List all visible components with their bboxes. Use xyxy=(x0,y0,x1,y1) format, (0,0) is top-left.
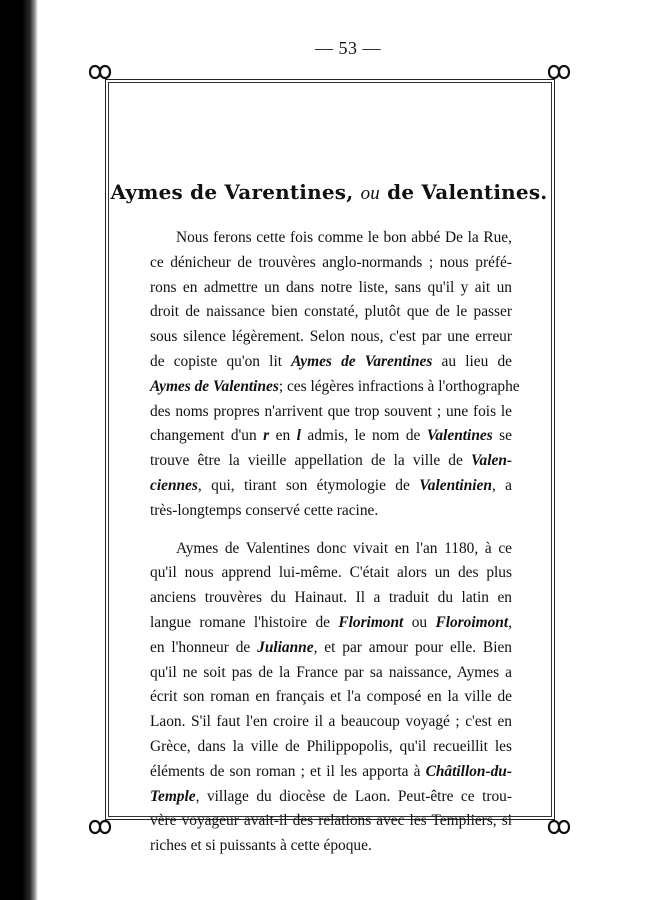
text-run: vère voyageur avait-il des relations avec les Templiers, si xyxy=(150,812,512,830)
title-part-2: de Valentines. xyxy=(387,180,548,204)
text-line xyxy=(150,834,512,859)
text-line xyxy=(150,424,512,449)
text-run: , village du diocèse de Laon. Peut-être ce trou- xyxy=(195,787,512,805)
text-run: admis, le nom de xyxy=(300,427,427,445)
italic-name: Valentinien xyxy=(419,476,492,494)
text-run: riches et si puissants à cette époque. xyxy=(150,837,372,855)
text-run: Nous ferons cette fois comme le bon abbé De la Rue, xyxy=(176,229,512,246)
text-run: , qui, tirant son étymologie de xyxy=(197,476,420,494)
text-run: des noms propres n'arrivent que trop souvent ; une fois le xyxy=(150,402,512,420)
text-run: sous silence légèrement. Selon nous, c'est par une erreur xyxy=(150,328,512,346)
text-run: au lieu de xyxy=(432,352,512,370)
text-run: se xyxy=(492,427,512,445)
text-line xyxy=(150,499,512,524)
text-line xyxy=(150,809,512,834)
italic-name: l xyxy=(296,427,301,445)
text-run: trouve être la vieille appellation de la ville de xyxy=(150,452,471,470)
italic-name: ciennes xyxy=(150,476,198,494)
text-line xyxy=(150,449,512,474)
page-number: — 53 — xyxy=(315,38,381,58)
text-run: anciens trouvères du Hainaut. Il a traduit du latin en xyxy=(150,589,512,607)
italic-name: Temple xyxy=(150,787,196,805)
italic-name: Aymes de Valentines xyxy=(150,377,279,395)
article-body xyxy=(150,226,520,859)
text-line xyxy=(150,661,512,686)
text-run: , xyxy=(508,613,512,631)
corner-ornament-top-left xyxy=(86,60,114,84)
text-run: Aymes de Valentines donc vivait en l'an 1180, à ce xyxy=(176,539,512,557)
paragraph-gap xyxy=(150,524,512,537)
text-run: en l'honneur de xyxy=(150,638,258,656)
text-run: de copiste qu'on lit xyxy=(150,352,292,370)
text-run: en xyxy=(269,427,297,445)
text-run: rons en admettre un dans notre liste, sans qu'il y ait un xyxy=(150,278,512,296)
text-line xyxy=(150,251,512,276)
section-title xyxy=(110,180,548,205)
text-line xyxy=(150,611,512,636)
text-run: Grèce, dans la ville de Philippopolis, qu'il recueillit les xyxy=(150,737,512,755)
text-line xyxy=(150,561,512,586)
text-run: Laon. S'il faut l'en croire il a beaucoup voyagé ; c'est en xyxy=(150,713,512,731)
italic-name: Floroimont xyxy=(435,613,509,631)
italic-name: r xyxy=(263,427,270,445)
italic-name: Valen- xyxy=(470,452,512,470)
italic-name: Valentines xyxy=(426,427,493,445)
text-line xyxy=(150,636,512,661)
text-run: ce dénicheur de trouvères anglo-normands ; nous préfé- xyxy=(150,253,512,271)
text-run: , et par amour pour elle. Bien xyxy=(313,638,513,656)
text-line xyxy=(150,760,512,785)
text-run: droit de naissance bien constaté, plutôt que de le passer xyxy=(150,303,512,321)
text-line xyxy=(150,685,512,710)
text-line xyxy=(150,276,512,301)
text-run: qu'il ne soit pas de la France par sa naissance, Aymes a xyxy=(150,663,512,681)
text-run: ; ces légères infractions à l'orthographe xyxy=(278,377,520,395)
text-line xyxy=(150,537,512,562)
text-line xyxy=(150,400,512,425)
corner-ornament-bottom-right xyxy=(545,815,573,839)
book-spine-shadow xyxy=(0,0,38,900)
text-run: éléments de son roman ; et il les apporta à xyxy=(150,762,426,780)
italic-name: Aymes de Varentines xyxy=(291,352,433,370)
text-line xyxy=(150,474,512,499)
text-run: langue romane l'histoire de xyxy=(150,613,339,631)
italic-name: Florimont xyxy=(338,613,404,631)
text-line xyxy=(150,785,512,810)
text-line xyxy=(150,375,520,400)
italic-name: Châtillon-du- xyxy=(425,762,512,780)
text-line xyxy=(150,710,512,735)
text-line xyxy=(150,350,512,375)
text-line xyxy=(150,735,512,760)
text-line xyxy=(150,226,512,251)
italic-name: Julianne xyxy=(257,638,314,656)
corner-ornament-bottom-left xyxy=(86,815,114,839)
text-run: ou xyxy=(403,613,436,631)
text-run: changement d'un xyxy=(150,427,264,445)
text-run: très-longtemps conservé cette racine. xyxy=(150,501,379,519)
text-run: écrit son roman en français et l'a composé en la ville de xyxy=(150,688,512,706)
text-line xyxy=(150,586,512,611)
text-line xyxy=(150,325,512,350)
text-run: qu'il nous apprend lui-même. C'était alors un des plus xyxy=(150,564,512,582)
title-part-1: Aymes de Varentines, xyxy=(110,180,354,204)
text-run: , a xyxy=(491,476,513,494)
text-line xyxy=(150,300,512,325)
title-connector: ou xyxy=(360,183,380,204)
corner-ornament-top-right xyxy=(545,60,573,84)
